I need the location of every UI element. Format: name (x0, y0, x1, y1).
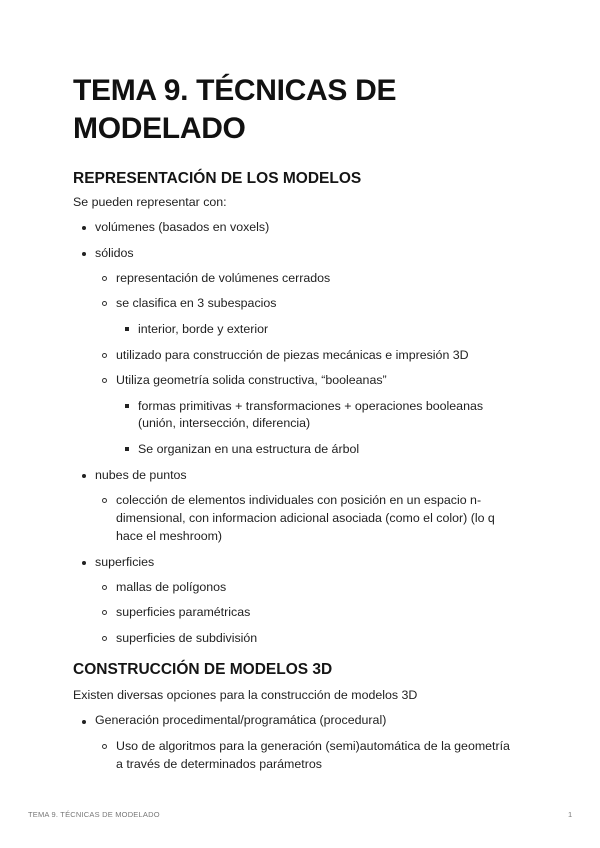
footer-title: TEMA 9. TÉCNICAS DE MODELADO (28, 810, 160, 819)
list-item: nubes de puntos (95, 468, 187, 482)
list-item: Utiliza geometría solida constructiva, “booleanas” (116, 373, 387, 387)
list-item: se clasifica en 3 subespacios (116, 296, 277, 310)
bullet-circle (102, 585, 107, 590)
bullet-circle (102, 378, 107, 383)
section-intro: Se pueden representar con: (73, 195, 227, 209)
list-item: utilizado para construcción de piezas mecánicas e impresión 3D (116, 348, 469, 362)
bullet-disc (82, 252, 86, 256)
bullet-disc (82, 561, 86, 565)
list-item: colección de elementos individuales con posición en un espacio n- (116, 493, 482, 507)
list-item: mallas de polígonos (116, 580, 227, 594)
bullet-circle (102, 610, 107, 615)
list-item: representación de volúmenes cerrados (116, 271, 331, 285)
bullet-circle (102, 301, 107, 306)
bullet-circle (102, 744, 107, 749)
bullet-circle (102, 636, 107, 641)
page-number: 1 (568, 810, 573, 819)
list-item-continuation: (unión, intersección, diferencia) (138, 416, 311, 430)
section-heading-construccion: CONSTRUCCIÓN DE MODELOS 3D (73, 661, 333, 678)
bullet-circle (102, 353, 107, 358)
list-item: Uso de algoritmos para la generación (semi)automática de la geometría (116, 739, 510, 753)
list-item: superficies paramétricas (116, 605, 251, 619)
bullet-circle (102, 276, 107, 281)
list-item-continuation: hace el meshroom) (116, 529, 223, 543)
list-item: sólidos (95, 246, 134, 260)
list-item-continuation: a través de determinados parámetros (116, 757, 322, 771)
list-item: volúmenes (basados en voxels) (95, 220, 270, 234)
list-item: formas primitivas + transformaciones + operaciones booleanas (138, 399, 484, 413)
list-item-continuation: dimensional, con informacion adicional asociada (como el color) (lo q (116, 511, 495, 525)
section-heading-representacion: REPRESENTACIÓN DE LOS MODELOS (73, 170, 362, 187)
bullet-square (125, 327, 129, 331)
bullet-square (125, 404, 129, 408)
list-item: Se organizan en una estructura de árbol (138, 442, 360, 456)
bullet-disc (82, 720, 86, 724)
list-item: interior, borde y exterior (138, 322, 269, 336)
bullet-disc (82, 474, 86, 478)
bullet-disc (82, 226, 86, 230)
page-title: TEMA 9. TÉCNICAS DE MODELADO (73, 74, 397, 145)
list-item: superficies (95, 555, 155, 569)
list-item: superficies de subdivisión (116, 631, 258, 645)
section-intro: Existen diversas opciones para la construcción de modelos 3D (73, 688, 418, 702)
bullet-circle (102, 498, 107, 503)
list-item: Generación procedimental/programática (procedural) (95, 713, 387, 727)
bullet-square (125, 447, 129, 451)
